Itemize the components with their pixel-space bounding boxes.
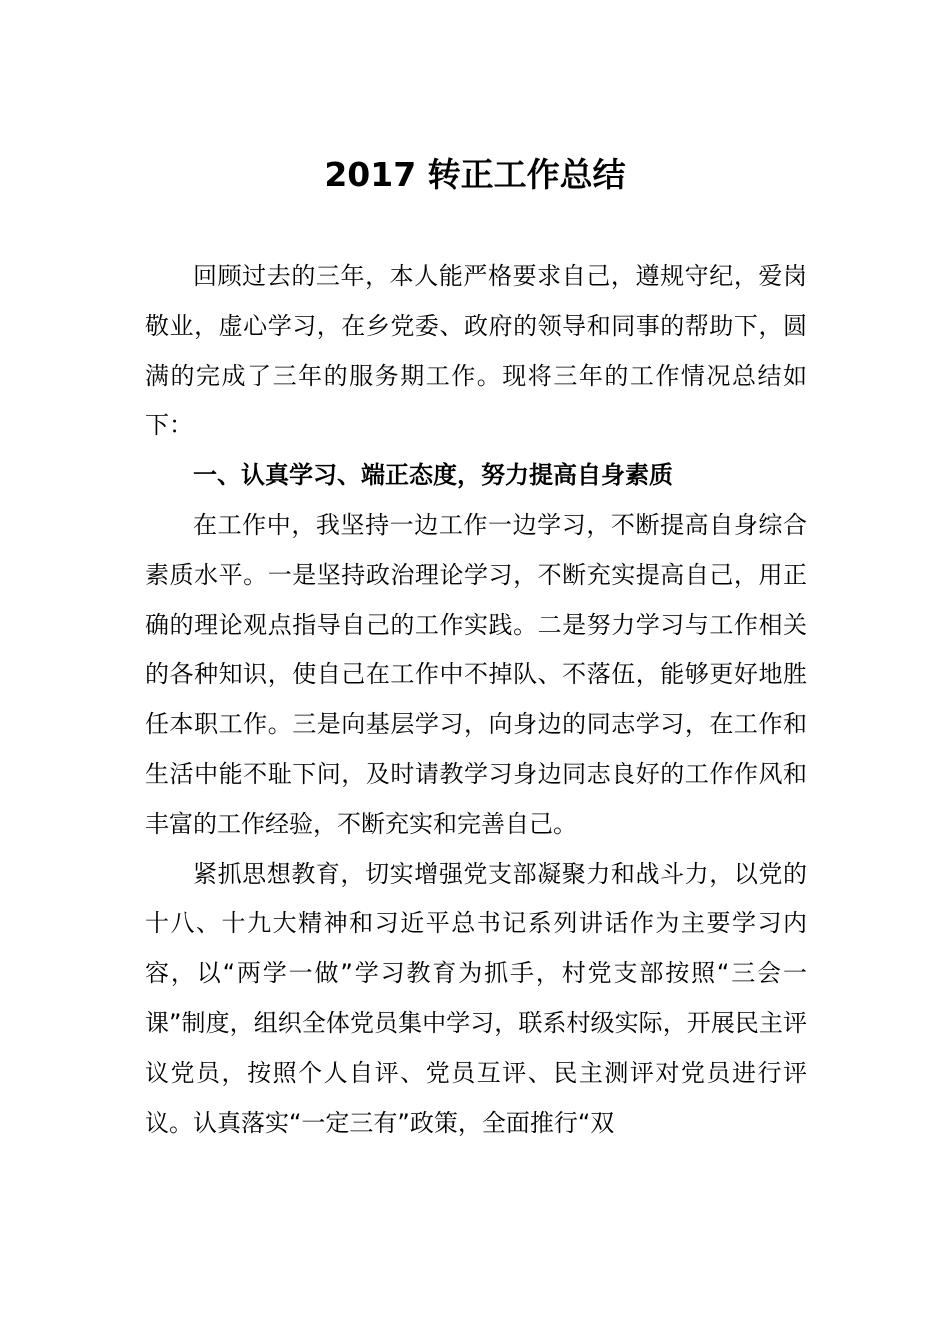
document-body: [145, 252, 807, 1148]
intro-paragraph: 回顾过去的三年，本人能严格要求自己，遵规守纪，爱岗敬业，虚心学习，在乡党委、政府的领导和同事的帮助下，圆满的完成了三年的服务期工作。现将三年的工作情况总结如下：: [145, 262, 807, 440]
section-paragraph-study: 在工作中，我坚持一边工作一边学习，不断提高自身综合素质水平。一是坚持政治理论学习，不断充实提高自己，用正确的理论观点指导自己的工作实践。二是努力学习与工作相关的各种知识，使自己在工作中不掉队、不落伍，能够更好地胜任本职工作。三是向基层学习，向身边的同志学习，在工作和生活中能不耻下问，及时请教学习身边同志良好的工作作风和丰富的工作经验，不断充实和完善自己。: [145, 510, 807, 838]
section-heading: 一、认真学习、端正态度，努力提高自身素质: [193, 461, 673, 490]
document-title: 2017 转正工作总结: [324, 155, 626, 194]
section-paragraph-education: 紧抓思想教育，切实增强党支部凝聚力和战斗力，以党的十八、十九大精神和习近平总书记系列讲话作为主要学习内容，以“两学一做”学习教育为抓手，村党支部按照“三会一课”制度，组织全体党员集中学习，联系村级实际，开展民主评议党员，按照个人自评、党员互评、民主测评对党员进行评议。认真落实“一定三有”政策，全面推行“双: [145, 859, 807, 1137]
